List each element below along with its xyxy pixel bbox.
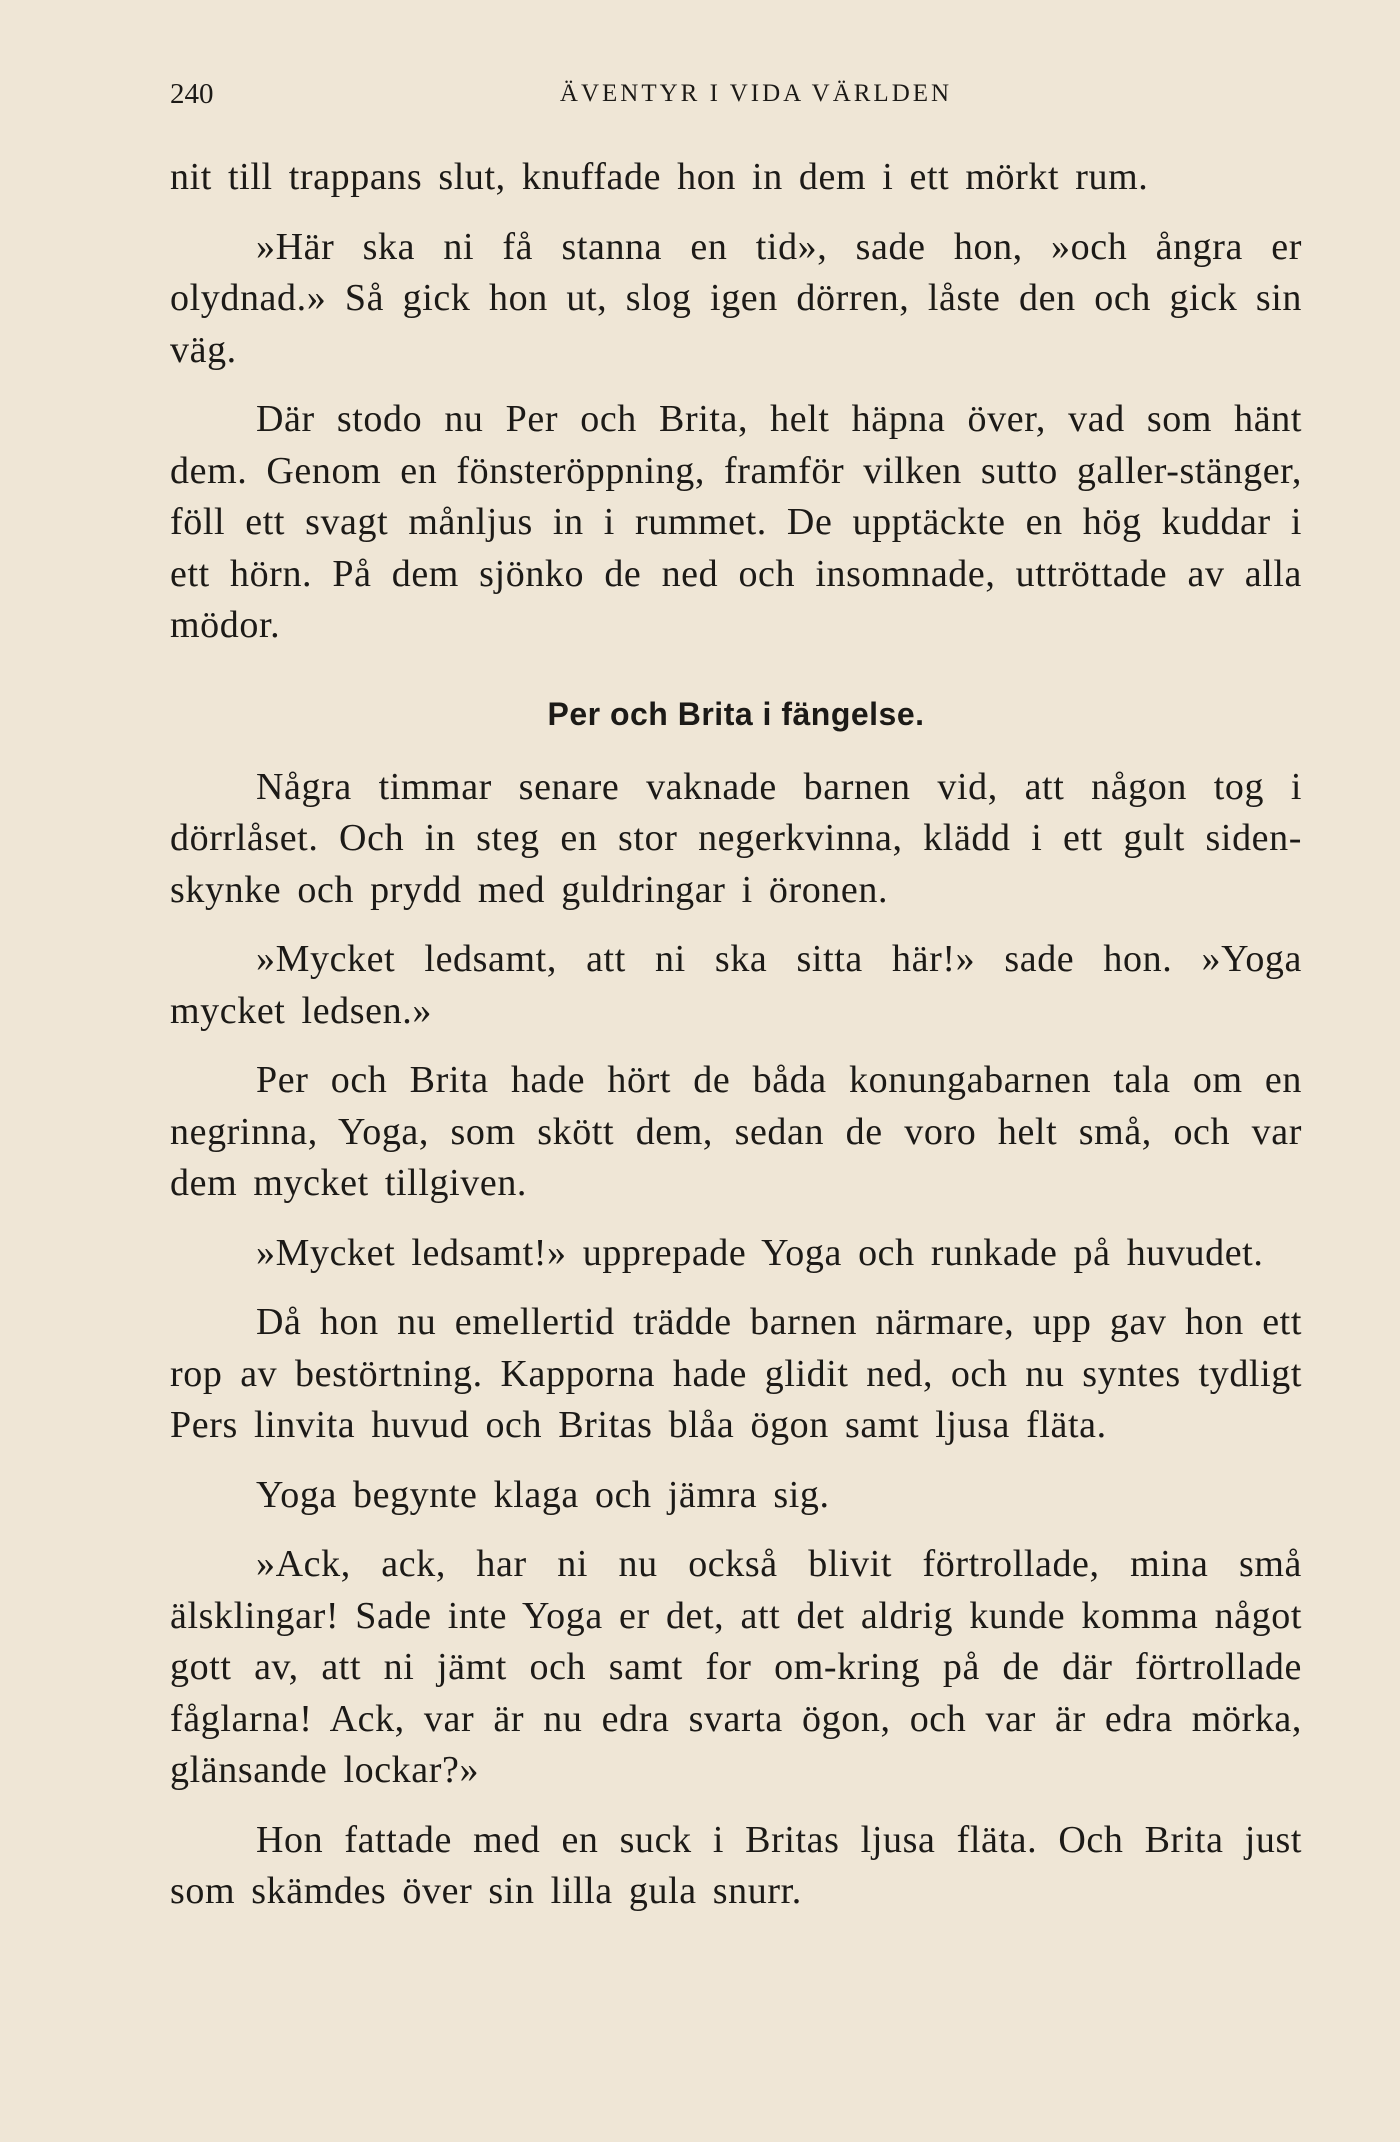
paragraph: Yoga begynte klaga och jämra sig.	[256, 1473, 830, 1516]
section-heading: Per och Brita i fängelse.	[547, 695, 925, 732]
paragraph: Hon fattade med en suck i Britas ljusa fläta. Och Brita just som skämdes över sin lilla gula snurr.	[170, 1818, 1302, 1912]
paragraph: »Mycket ledsamt!» upprepade Yoga och runkade på huvudet.	[256, 1231, 1264, 1274]
running-head	[170, 78, 1302, 122]
paragraph: »Ack, ack, har ni nu också blivit förtrollade, mina små älsklingar! Sade inte Yoga er det, att det aldrig kunde komma något gott av, att ni jämt och samt for om-kring på de där förtrollade fåglarna! Ack, var är nu edra svarta ögon, och var är edra mörka, glänsande lockar?»	[170, 1543, 1302, 1791]
book-page	[170, 78, 1302, 1936]
page-number: 240	[170, 78, 214, 110]
paragraph: Då hon nu emellertid trädde barnen närmare, upp gav hon ett rop av bestörtning. Kapporna hade glidit ned, och nu syntes tydligt Pers linvita huvud och Britas blåa ögon samt ljusa fläta.	[170, 1301, 1302, 1446]
body-text	[170, 152, 1302, 1918]
paragraph: Några timmar senare vaknade barnen vid, att någon tog i dörrlåset. Och in steg en stor negerkvinna, klädd i ett gult siden-skynke och prydd med guldringar i öronen.	[170, 765, 1302, 911]
running-title: ÄVENTYR I VIDA VÄRLDEN	[559, 80, 953, 107]
paragraph: »Här ska ni få stanna en tid», sade hon, »och ångra er olydnad.» Så gick hon ut, slog igen dörren, låste den och gick sin väg.	[170, 225, 1302, 371]
paragraph: Där stodo nu Per och Brita, helt häpna över, vad som hänt dem. Genom en fönsteröppning, framför vilken sutto galler-stänger, föll ett svagt månljus in i rummet. De upptäckte en hög kuddar i ett hörn. På dem sjönko de ned och insomnade, uttröttade av alla mödor.	[170, 398, 1302, 646]
paragraph-continued: nit till trappans slut, knuffade hon in dem i ett mörkt rum.	[170, 156, 1149, 198]
paragraph: Per och Brita hade hört de båda konungabarnen tala om en negrinna, Yoga, som skött dem, sedan de voro helt små, och var dem mycket tillgiven.	[170, 1059, 1302, 1204]
paragraph: »Mycket ledsamt, att ni ska sitta här!» sade hon. »Yoga mycket ledsen.»	[170, 938, 1302, 1032]
